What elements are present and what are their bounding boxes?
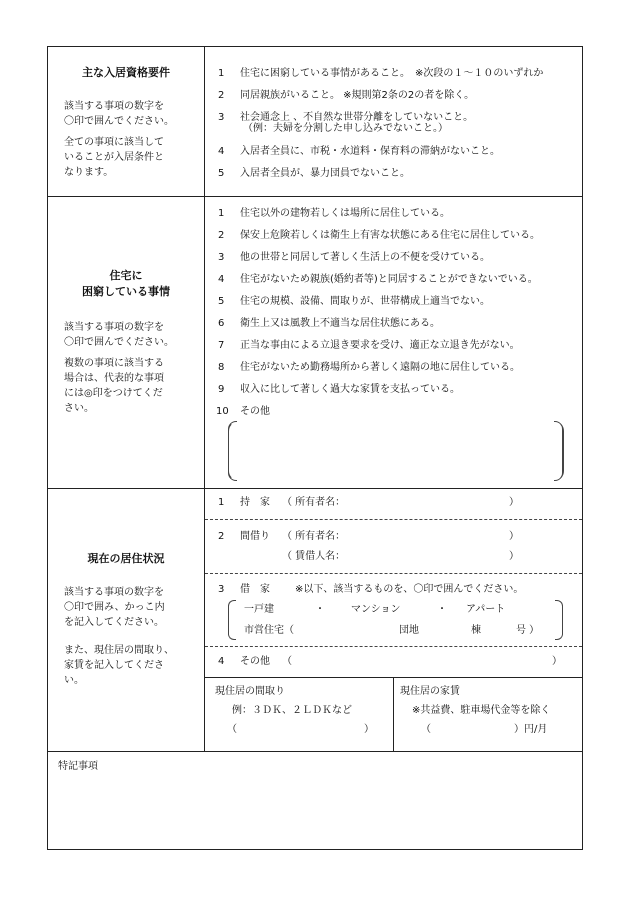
item-text: 衛生上又は風教上不適当な居住状態にある。	[240, 318, 440, 329]
item-number[interactable]: 9	[218, 384, 225, 395]
section3-note-2: 家賃を記入してくださ	[64, 660, 164, 671]
other-close: ）	[552, 656, 562, 667]
dash-divider	[205, 573, 582, 574]
house-label: 借 家	[240, 584, 270, 595]
option-municipal[interactable]: 市営住宅（	[244, 625, 294, 636]
row-divider-3	[47, 751, 583, 752]
item-number[interactable]: 1	[218, 497, 225, 508]
option-dot: ・	[437, 604, 447, 615]
room-label: 間借り	[240, 531, 270, 542]
section3-note-1: また、現住居の間取り、	[64, 645, 174, 656]
rent-unit: ）円/月	[514, 724, 548, 735]
layout-title: 現住居の間取り	[215, 686, 285, 697]
section3-instruction-3: を記入してください。	[64, 617, 164, 628]
frame-top	[47, 46, 583, 47]
option-dot: ・	[315, 604, 325, 615]
room-owner-label: （ 所有者名：	[282, 531, 346, 542]
item-number[interactable]: 3	[218, 252, 225, 263]
residence-detail-split	[393, 677, 394, 752]
frame-right	[582, 46, 583, 850]
item-number[interactable]: 10	[216, 406, 229, 417]
item-number[interactable]: 4	[218, 656, 225, 667]
item-number[interactable]: 2	[218, 531, 225, 542]
item-text: 社会通念上 、不自然な世帯分離をしていないこと。	[240, 112, 474, 123]
section2-title-2: 困窮している事情	[82, 285, 170, 298]
item-text: 住宅に困窮している事情があること。 ※次段の１～１０のいずれか	[240, 68, 544, 79]
item-number[interactable]: 5	[218, 168, 225, 179]
item-text: 入居者全員が、暴力団員でないこと。	[240, 168, 410, 179]
rent-title: 現住居の家賃	[400, 686, 460, 697]
dash-divider	[205, 646, 582, 647]
option-detached[interactable]: 一戸建	[244, 604, 274, 615]
item-number[interactable]: 4	[218, 274, 225, 285]
section1-note-3: なります。	[64, 167, 114, 178]
layout-example: 例：３ＤＫ、２ＬＤＫなど	[232, 705, 352, 716]
rent-note: ※共益費、駐車場代金等を除く	[412, 705, 551, 716]
frame-bottom	[47, 849, 583, 850]
other-details-bracket-left	[228, 421, 237, 481]
section2-title-1: 住宅に	[109, 269, 143, 282]
room-owner-close: ）	[509, 531, 519, 542]
section2-note-4: さい。	[64, 403, 94, 414]
item-text: 住宅以外の建物若しくは場所に居住している。	[240, 208, 450, 219]
section3-title: 現在の居住状況	[87, 552, 165, 565]
section2-note-3: には◎印をつけてくだ	[64, 388, 163, 399]
item-text: 住宅の規模、設備、間取りが、世帯構成上適当でない。	[240, 296, 490, 307]
item-subtext: （例：夫婦を分割した申し込みでないこと。）	[243, 123, 448, 134]
item-text: 保安上危険若しくは衛生上有害な状態にある住宅に居住している。	[240, 230, 540, 241]
section3-instruction-1: 該当する事項の数字を	[64, 587, 164, 598]
item-text: 住宅がないため勤務場所から著しく遠隔の地に居住している。	[240, 362, 520, 373]
section3-instruction-2: 〇印で囲み、かっこ内	[64, 602, 165, 613]
item-number[interactable]: 4	[218, 146, 225, 157]
house-note: ※以下、該当するものを、〇印で囲んでください。	[295, 584, 524, 595]
owner-name-label: （ 所有者名：	[282, 497, 346, 508]
section1-title: 主な入居資格要件	[82, 66, 170, 79]
option-apartment[interactable]: アパート	[466, 604, 506, 615]
section2-note-2: 場合は、代表的な事項	[64, 373, 164, 384]
section1-note-2: いることが入居条件と	[64, 152, 164, 163]
item-number[interactable]: 5	[218, 296, 225, 307]
item-number[interactable]: 3	[218, 584, 225, 595]
item-text: 入居者全員に、市税・水道料・保育料の滞納がないこと。	[240, 146, 500, 157]
dash-divider	[205, 519, 582, 520]
section1-instruction-2: 〇印で囲んでください。	[64, 116, 174, 127]
item-text: 同居親族がいること。 ※規則第2条の2の者を除く。	[240, 90, 475, 101]
item-number[interactable]: 2	[218, 230, 225, 241]
owner-name-close: ）	[509, 497, 519, 508]
item-text: その他	[240, 406, 270, 417]
item-number[interactable]: 2	[218, 90, 225, 101]
item-number[interactable]: 7	[218, 340, 225, 351]
house-bracket-right	[555, 600, 563, 640]
section2-note-1: 複数の事項に該当する	[64, 358, 164, 369]
row-divider-2	[47, 488, 583, 489]
section3-note-3: い。	[64, 675, 84, 686]
own-label: 持 家	[240, 497, 270, 508]
item-number[interactable]: 6	[218, 318, 225, 329]
section2-instruction-2: 〇印で囲んでください。	[64, 337, 174, 348]
item-number[interactable]: 8	[218, 362, 225, 373]
item-number[interactable]: 3	[218, 112, 225, 123]
section4-title: 特記事項	[58, 761, 98, 772]
layout-open: （	[227, 724, 237, 735]
rent-open: （	[421, 724, 431, 735]
tou-label: 棟	[471, 625, 481, 636]
other-details-box[interactable]	[228, 421, 564, 481]
item-text: 収入に比して著しく過大な家賃を支払っている。	[240, 384, 460, 395]
room-tenant-close: ）	[509, 551, 519, 562]
other-open: （	[282, 656, 292, 667]
section1-instruction-1: 該当する事項の数字を	[64, 101, 164, 112]
item-text: 住宅がないため親族(婚約者等)と同居することができないでいる。	[240, 274, 538, 285]
danchi-label: 団地	[399, 625, 419, 636]
frame-left	[47, 46, 48, 850]
gou-label: 号 ）	[516, 625, 540, 636]
option-mansion[interactable]: マンション	[351, 604, 401, 615]
other-details-bracket-right	[554, 421, 563, 481]
item-number[interactable]: 1	[218, 208, 225, 219]
item-text: 他の世帯と同居して著しく生活上の不便を受けている。	[240, 252, 490, 263]
other-label: その他	[240, 656, 270, 667]
item-number[interactable]: 1	[218, 68, 225, 79]
house-bracket-left	[228, 600, 236, 640]
section2-instruction-1: 該当する事項の数字を	[64, 322, 164, 333]
row-divider-1	[47, 196, 583, 197]
room-tenant-label: （ 賃借人名：	[282, 551, 346, 562]
item-text: 正当な事由による立退き要求を受け、適正な立退き先がない。	[240, 340, 520, 351]
layout-close: ）	[364, 724, 374, 735]
section1-note-1: 全ての事項に該当して	[64, 137, 164, 148]
